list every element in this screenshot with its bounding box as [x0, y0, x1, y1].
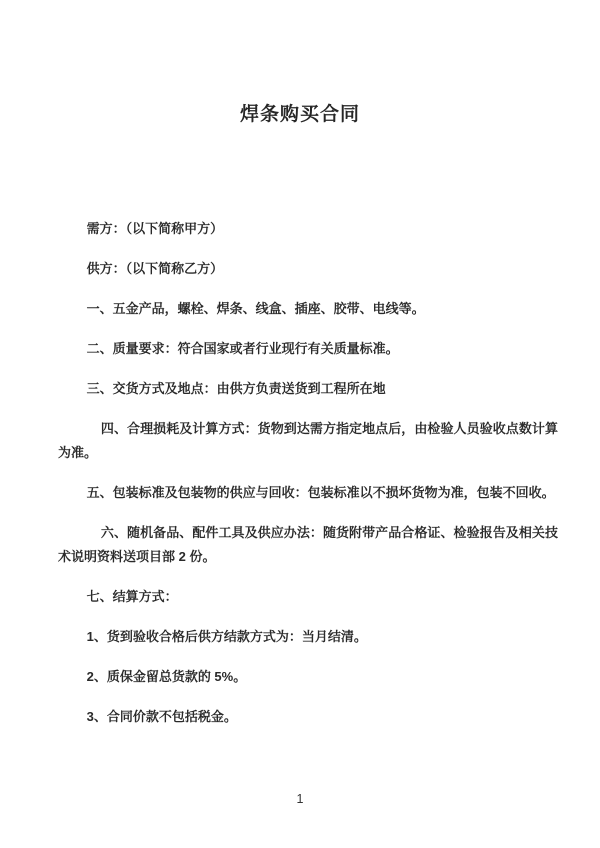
- clause-5-packaging: 五、包装标准及包装物的供应与回收：包装标准以不损坏货物为准，包装不回收。: [86, 485, 555, 500]
- clause-7-item-1-payment: 1、货到验收合格后供方结款方式为：当月结清。: [86, 629, 367, 644]
- document-body: [58, 217, 558, 745]
- clause-6-accessories: 六、随机备品、配件工具及供应办法：随货附带产品合格证、检验报告及相关技术说明资料送项目部 2 份。: [58, 525, 558, 564]
- clause-7-item-3-tax: 3、合同价款不包括税金。: [86, 709, 237, 724]
- clause-2-quality: 二、质量要求：符合国家或者行业现行有关质量标准。: [86, 341, 399, 356]
- clause-3-delivery: 三、交货方式及地点：由供方负责送货到工程所在地: [86, 381, 386, 396]
- page-number: 1: [296, 792, 304, 806]
- paragraph-party-b: 供方：（以下简称乙方）: [86, 261, 224, 276]
- clause-7-item-2-warranty-retention: 2、质保金留总货款的 5%。: [86, 669, 247, 684]
- clause-4-loss-calculation: 四、合理损耗及计算方式：货物到达需方指定地点后，由检验人员验收点数计算为准。: [58, 421, 558, 460]
- clause-7-settlement: 七、结算方式：: [86, 589, 178, 604]
- clause-1-products: 一、五金产品，螺栓、焊条、线盒、插座、胶带、电线等。: [86, 301, 425, 316]
- paragraph-party-a: 需方：（以下简称甲方）: [86, 221, 224, 236]
- document-title: 焊条购买合同: [239, 104, 360, 125]
